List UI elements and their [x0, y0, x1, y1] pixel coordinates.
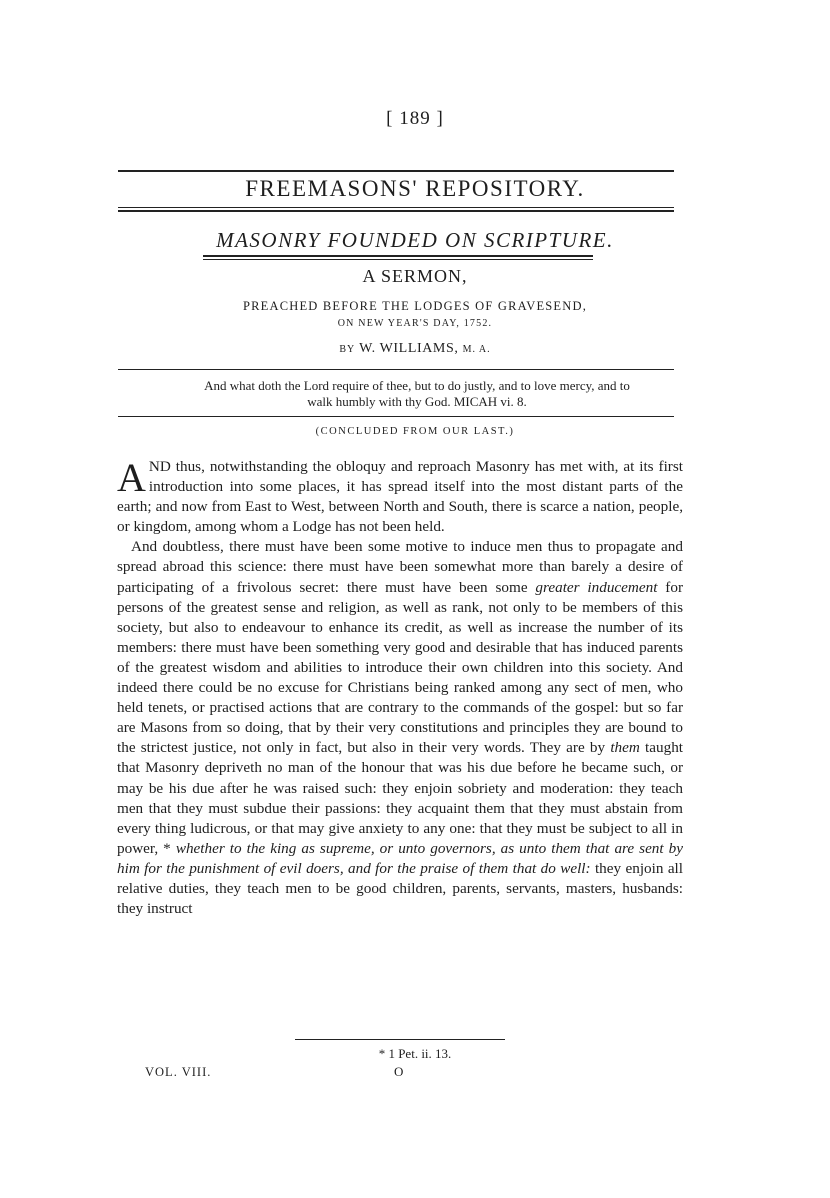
section-rule-thick [118, 210, 674, 212]
paragraph-2 [117, 537, 683, 919]
scripture-motto [117, 378, 717, 410]
section-rule-thin [118, 207, 674, 208]
title-rule-thin [203, 259, 593, 260]
footnote-rule [295, 1039, 505, 1040]
article-subtitle: A SERMON, [362, 266, 468, 286]
continued-note: (CONCLUDED FROM OUR LAST.) [315, 426, 515, 437]
paragraph-2-italic-b: them [610, 739, 640, 757]
paragraph-2-italic-a: greater inducement [535, 578, 658, 596]
article-title: MASONRY FOUNDED ON SCRIPTURE. [216, 228, 614, 252]
paragraph-2-text-b: for persons of the greatest sense and religion, as well as rank, not only to be members of this society, but also to endeavour to enhance its credit, as well as increase the number of its members: there must have been something very good and desirable that has induced parents of the greatest wisdom and abilities to introduce their own children into this society. And indeed there could be no excuse for Christians being ranked among any sect of men, who held tenets, or practised actions that are contrary to the commands of the gospel: but so far are Masons from so doing, that by their very constitutions and principles they are bound to the strictest justice, not only in fact, but also in their very words. They are by [117, 578, 683, 757]
paragraph-2-text-d: they enjoin all relative duties, they teach men to be good children, parents, servants, masters, husbands: they instruct [117, 859, 683, 918]
author-degree: M. A. [462, 344, 491, 355]
footnote: * 1 Pet. ii. 13. [378, 1046, 452, 1061]
author-name: W. WILLIAMS, [359, 341, 459, 356]
title-rule-thick [203, 255, 593, 257]
section-title: FREEMASONS' REPOSITORY. [245, 176, 585, 201]
paragraph-2-italic-quote: whether to the king as supreme, or unto governors, as unto them that are sent by him for the punishment of evil doers, and for the praise of them that do well: [117, 839, 683, 877]
preached-line: PREACHED BEFORE THE LODGES OF GRAVESEND, [242, 299, 588, 313]
motto-rule-bottom [118, 416, 674, 417]
paragraph-2-text-c: taught that Masonry depriveth no man of the honour that was his due before he became such, or may be his due after he was raised such: they enjoin sobriety and moderation: they teach men that they must subdue their passions: they acquaint them that they must abstain from every thing ludicrous, or that may give anxiety to any one: that they must be subject to all in power, * [117, 739, 684, 857]
top-rule-thick [118, 170, 674, 172]
paragraph-1-text: ND thus, notwithstanding the obloquy and reproach Masonry has met with, at its first introduction into some places, it has spread itself into the most distant parts of the earth; and now from East to West, between North and South, there is scarce a nation, people, or kingdom, among whom a Lodge has not been held. [117, 458, 683, 536]
article-body [117, 457, 683, 919]
motto-line-2: walk humbly with thy God. MICAH vi. 8. [307, 394, 527, 409]
motto-line-1: And what doth the Lord require of thee, but to do justly, and to love mercy, and to [204, 378, 630, 393]
paragraph-1 [117, 457, 683, 537]
signature-mark: O [394, 1064, 404, 1079]
author-line [0, 341, 830, 357]
date-line: ON NEW YEAR'S DAY, 1752. [337, 318, 493, 329]
page-number: [ 189 ] [386, 108, 444, 129]
motto-rule-top [118, 369, 674, 370]
drop-cap: A [117, 455, 146, 500]
paragraph-2-text-a: And doubtless, there must have been some motive to induce men thus to propagate and spread abroad this science: there must have been somewhat more than barely a desire of participating of a frivolous secret: there must have been some [117, 538, 683, 596]
author-by: BY [339, 344, 356, 355]
volume-number: VOL. VIII. [145, 1065, 212, 1079]
